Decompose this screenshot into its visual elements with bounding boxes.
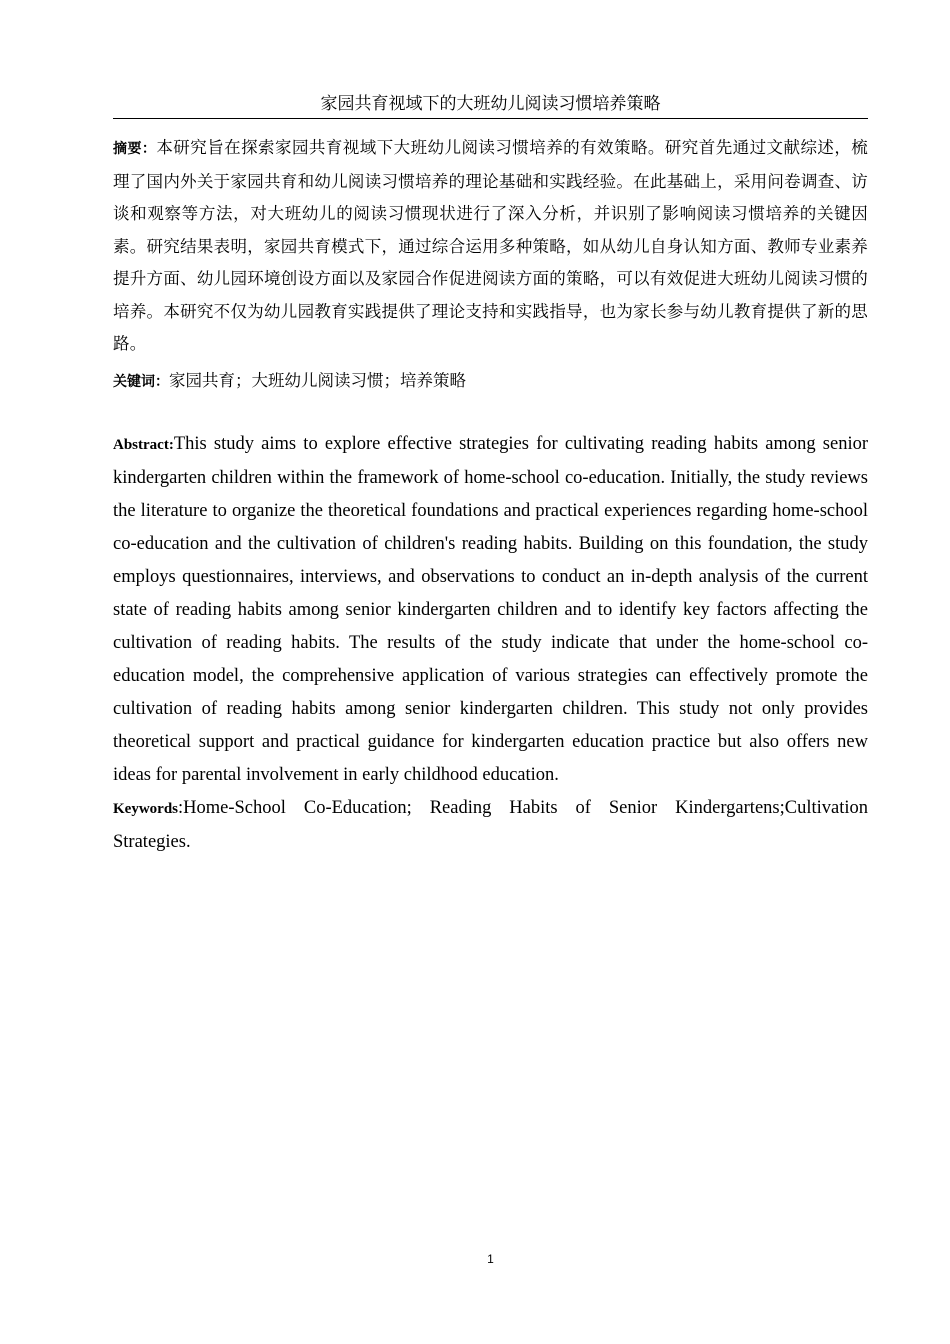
english-keywords-paragraph [113, 792, 868, 859]
chinese-keywords-text: 家园共育；大班幼儿阅读习惯；培养策略 [169, 370, 466, 390]
page-number: 1 [487, 1252, 494, 1266]
chinese-keywords-label: 关键词： [113, 373, 169, 390]
chinese-abstract-paragraph [113, 132, 868, 361]
english-keywords-text: :Home-School Co-Education; Reading Habits of Senior Kindergartens;Cultivation Strategies. [113, 798, 868, 852]
english-abstract-section [113, 428, 868, 859]
english-keywords-label: Keywords [113, 801, 178, 817]
chinese-abstract-section [113, 132, 868, 398]
chinese-abstract-text: 本研究旨在探索家园共育视域下大班幼儿阅读习惯培养的有效策略。研究首先通过文献综述，梳理了国内外关于家园共育和幼儿阅读习惯培养的理论基础和实践经验。在此基础上，采用问卷调查、访谈和观察等方法，对大班幼儿的阅读习惯现状进行了深入分析，并识别了影响阅读习惯培养的关键因素。研究结果表明，家园共育模式下，通过综合运用多种策略，如从幼儿自身认知方面、教师专业素养提升方面、幼儿园环境创设方面以及家园合作促进阅读方面的策略，可以有效促进大班幼儿阅读习惯的培养。本研究不仅为幼儿园教育实践提供了理论支持和实践指导，也为家长参与幼儿教育提供了新的思路。 [113, 138, 868, 353]
chinese-abstract-label: 摘要： [113, 141, 157, 157]
english-abstract-paragraph [113, 428, 868, 792]
english-abstract-label: Abstract: [113, 437, 174, 453]
chinese-keywords-paragraph [113, 365, 868, 398]
header-rule [113, 118, 868, 119]
running-header-title: 家园共育视域下的大班幼儿阅读习惯培养策略 [320, 94, 661, 114]
english-abstract-text: This study aims to explore effective strategies for cultivating reading habits among senior kindergarten children within the framework of home-school co-education. Initially, the study reviews the literature to organize the theoretical foundations and practical experiences regarding home-school co-education and the cultivation of children's reading habits. Building on this foundation, the study employs questionnaires, interviews, and observations to conduct an in-depth analysis of the current state of reading habits among senior kindergarten children and to identify key factors affecting the cultivation of reading habits. The results of the study indicate that under the home-school co-education model, the comprehensive application of various strategies can effectively promote the cultivation of reading habits among senior kindergarten children. This study not only provides theoretical support and practical guidance for kindergarten education practice but also offers new ideas for parental involvement in early childhood education. [113, 434, 868, 785]
document-page [113, 0, 868, 1344]
